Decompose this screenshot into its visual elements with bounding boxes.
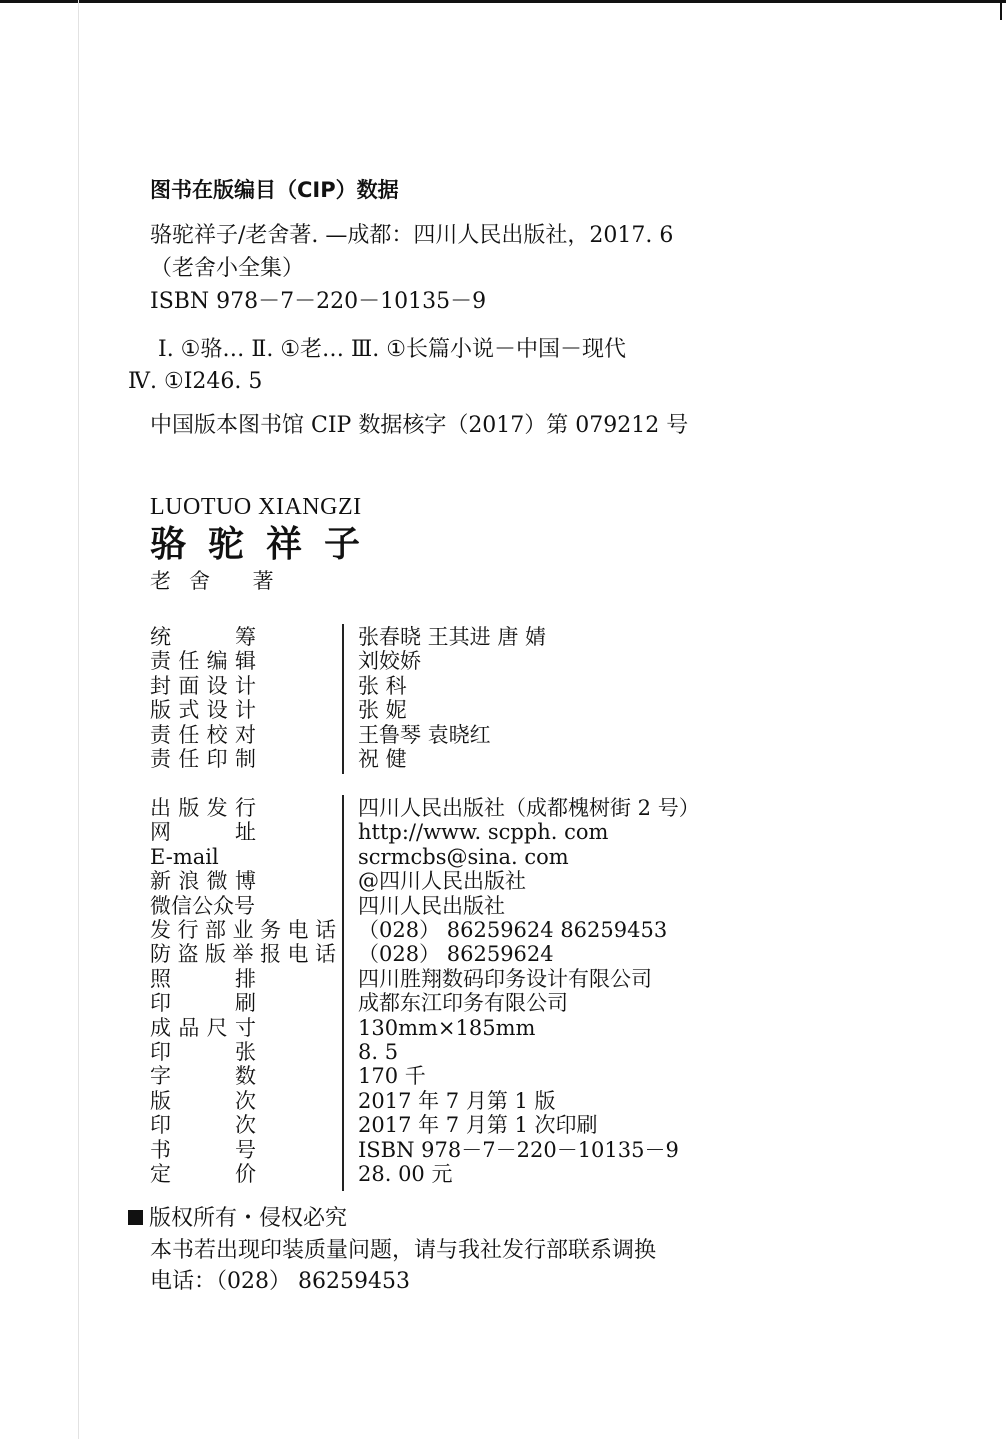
publish-value: @四川人民出版社 — [358, 869, 526, 894]
credits-value: 王鲁琴 袁晓红 — [358, 722, 491, 747]
credits-value: 张春晓 王其进 唐 婧 — [358, 625, 547, 649]
cip-heading: 图书在版编目（CIP）数据 — [150, 178, 399, 202]
publish-label: 印张 — [150, 1040, 256, 1064]
credits-label: 统筹 — [150, 625, 256, 649]
cip-line-class-number: Ⅳ. ①I246. 5 — [128, 369, 263, 394]
publish-value: 四川胜翔数码印务设计有限公司 — [358, 966, 652, 991]
publish-label: 字数 — [150, 1064, 256, 1089]
publish-label: E-mail — [150, 844, 219, 869]
top-border-rule — [0, 0, 1006, 3]
publish-value: （028） 86259624 — [358, 942, 554, 967]
publish-label: 网址 — [150, 820, 256, 845]
publish-divider — [342, 795, 344, 1191]
publish-value: （028） 86259624 86259453 — [358, 918, 668, 942]
credits-label: 责任编辑 — [150, 649, 256, 674]
publish-label: 出版发行 — [150, 796, 256, 820]
credits-label: 责任校对 — [150, 722, 256, 747]
publish-label: 书号 — [150, 1137, 256, 1162]
publish-label: 照排 — [150, 966, 256, 991]
publish-value: 28. 00 元 — [358, 1162, 453, 1186]
publish-value: 四川人民出版社 — [358, 893, 505, 918]
copyright-text: 版权所有・侵权必究 — [149, 1206, 348, 1231]
credits-label: 封面设计 — [150, 673, 256, 698]
copyright-notice — [128, 1206, 347, 1232]
contact-phone: 电话：（028） 86259453 — [150, 1269, 410, 1294]
credits-divider — [342, 624, 344, 774]
cip-line-approval: 中国版本图书馆 CIP 数据核字（2017）第 079212 号 — [150, 413, 689, 438]
publish-label: 版次 — [150, 1088, 256, 1113]
publish-value: scrmcbs@sina. com — [358, 844, 569, 869]
publish-label: 新浪微博 — [150, 869, 256, 894]
cip-line-isbn: ISBN 978－7－220－10135－9 — [150, 289, 487, 314]
publish-label: 印刷 — [150, 991, 256, 1016]
cip-line-series: （老舍小全集） — [150, 256, 305, 281]
corner-mark — [1000, 0, 1002, 20]
credits-value: 刘姣娇 — [358, 649, 421, 674]
credits-value: 祝 健 — [358, 747, 407, 771]
credits-value: 张 妮 — [358, 698, 407, 723]
left-margin-rule — [78, 0, 79, 1439]
publish-label: 微信公众号 — [150, 893, 255, 918]
publish-label: 发行部业务电话 — [150, 918, 336, 942]
publish-label: 印次 — [150, 1113, 256, 1138]
cip-line-classification: Ⅰ. ①骆… Ⅱ. ①老… Ⅲ. ①长篇小说－中国－现代 — [158, 337, 626, 362]
publish-label: 成品尺寸 — [150, 1015, 256, 1040]
publish-label: 定价 — [150, 1162, 256, 1186]
publish-value: 170 千 — [358, 1064, 426, 1089]
publish-value: 2017 年 7 月第 1 版 — [358, 1088, 556, 1113]
publish-value: ISBN 978－7－220－10135－9 — [358, 1137, 679, 1162]
credits-label: 版式设计 — [150, 698, 256, 723]
book-author: 老舍 著 — [150, 569, 292, 593]
publish-value: 成都东江印务有限公司 — [358, 991, 568, 1016]
credits-value: 张 科 — [358, 673, 407, 698]
publish-value: http://www. scpph. com — [358, 820, 609, 845]
publish-value: 四川人民出版社（成都槐树街 2 号） — [358, 796, 700, 820]
publish-value: 8. 5 — [358, 1040, 399, 1064]
credits-label: 责任印制 — [150, 747, 256, 771]
book-title: 骆驼祥子 — [150, 524, 383, 565]
quality-notice: 本书若出现印装质量问题，请与我社发行部联系调换 — [150, 1238, 657, 1263]
publish-value: 2017 年 7 月第 1 次印刷 — [358, 1113, 598, 1138]
book-title-pinyin: LUOTUO XIANGZI — [150, 494, 362, 520]
publish-label: 防盗版举报电话 — [150, 942, 336, 967]
square-bullet-icon — [128, 1210, 143, 1225]
publish-value: 130mm×185mm — [358, 1015, 536, 1040]
cip-line-title: 骆驼祥子/老舍著. —成都：四川人民出版社，2017. 6 — [150, 223, 674, 248]
